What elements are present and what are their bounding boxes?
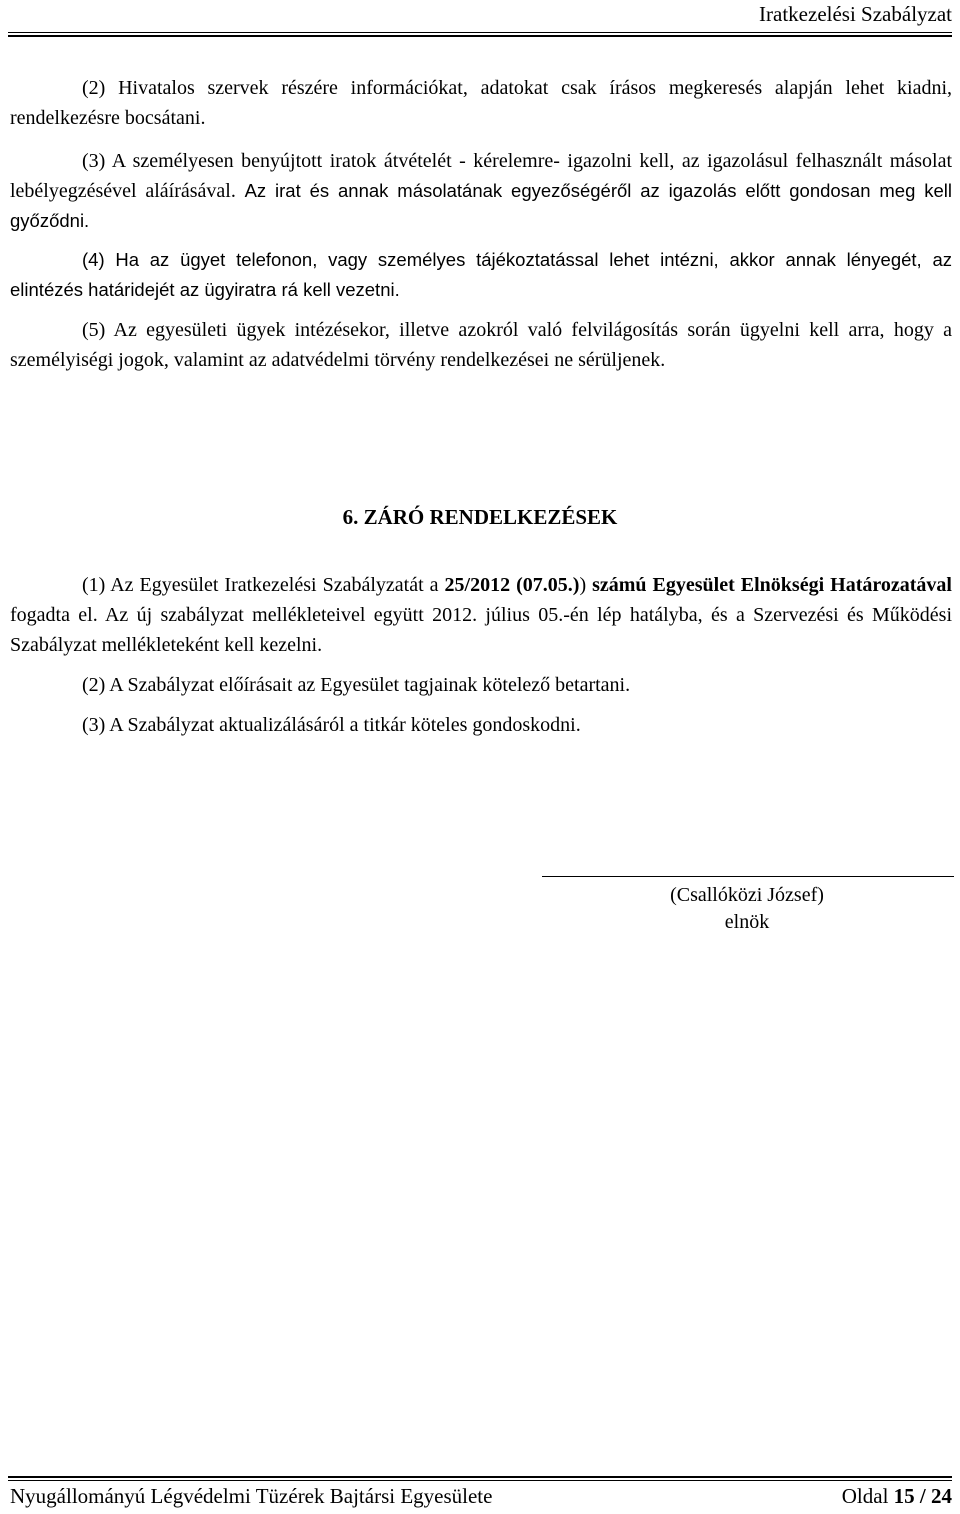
paragraph-4 [10,245,952,305]
s1-text-post: fogadta el. Az új szabályzat mellékleteivel együtt 2012. július 05.-én lép hatályba, és a Szervezési és Működési Szabályzat mellékleteként kell kezelni. [10,604,952,656]
footer-organization: Nyugállományú Légvédelmi Tüzérek Bajtársi Egyesülete [10,1484,493,1508]
header-title: Iratkezelési Szabályzat [759,2,952,26]
s1-text-pre: (1) Az Egyesület Iratkezelési Szabályzatát a [82,574,445,596]
section-paragraph-2 [10,670,952,700]
paragraph-3-text: (3) A személyesen benyújtott iratok átvételét - kérelemre- igazolni kell, az igazolásul felhasznált másolat lebélyegzésével aláírásával. [10,150,952,202]
s1-resolution-name: számú Egyesület Elnökségi Határozatával [592,574,952,596]
paragraph-2-text: (2) Hivatalos szervek részére információkat, adatokat csak írásos megkeresés alapján lehet kiadni, rendelkezésre bocsátani. [10,77,952,129]
s2-text: (2) A Szabályzat előírásait az Egyesület tagjainak kötelező betartani. [82,674,631,696]
s1-text-mid: ) [579,574,593,596]
signature-line [542,876,954,877]
signature-name: (Csallóközi József) [670,884,824,906]
footer-page-label: Oldal [841,1484,894,1508]
paragraph-4-text: (4) Ha az ügyet telefonon, vagy személyes tájékoztatással lehet intézni, akkor annak lényegét, az elintézés határidejét az ügyiratra rá kell vezetni. [10,249,952,300]
footer-page-separator: / [914,1484,931,1508]
paragraph-5 [10,315,952,375]
footer-rule [8,1476,952,1481]
footer-page-current: 15 [893,1484,915,1508]
footer-page-total: 24 [931,1484,952,1508]
section-paragraph-1 [10,570,952,660]
paragraph-3-note: Az irat és annak másolatának egyezőségéről az igazolás előtt gondosan meg kell győződni. [10,180,952,231]
footer-page-number [842,1484,952,1509]
section-paragraph-3 [10,710,952,740]
section-heading: 6. ZÁRÓ RENDELKEZÉSEK [342,505,618,529]
paragraph-2 [10,73,952,133]
paragraph-5-text: (5) Az egyesületi ügyek intézésekor, illetve azokról való felvilágosítás során ügyelni kell arra, hogy a személyiségi jogok, valamint az adatvédelmi törvény rendelkezései ne sérüljenek. [10,319,952,371]
signature-role: elnök [724,911,770,933]
s1-resolution-number: 25/2012 (07.05.) [444,574,580,596]
s3-text: (3) A Szabályzat aktualizálásáról a titkár köteles gondoskodni. [82,714,581,736]
paragraph-3 [10,146,952,236]
header-rule [8,32,952,37]
